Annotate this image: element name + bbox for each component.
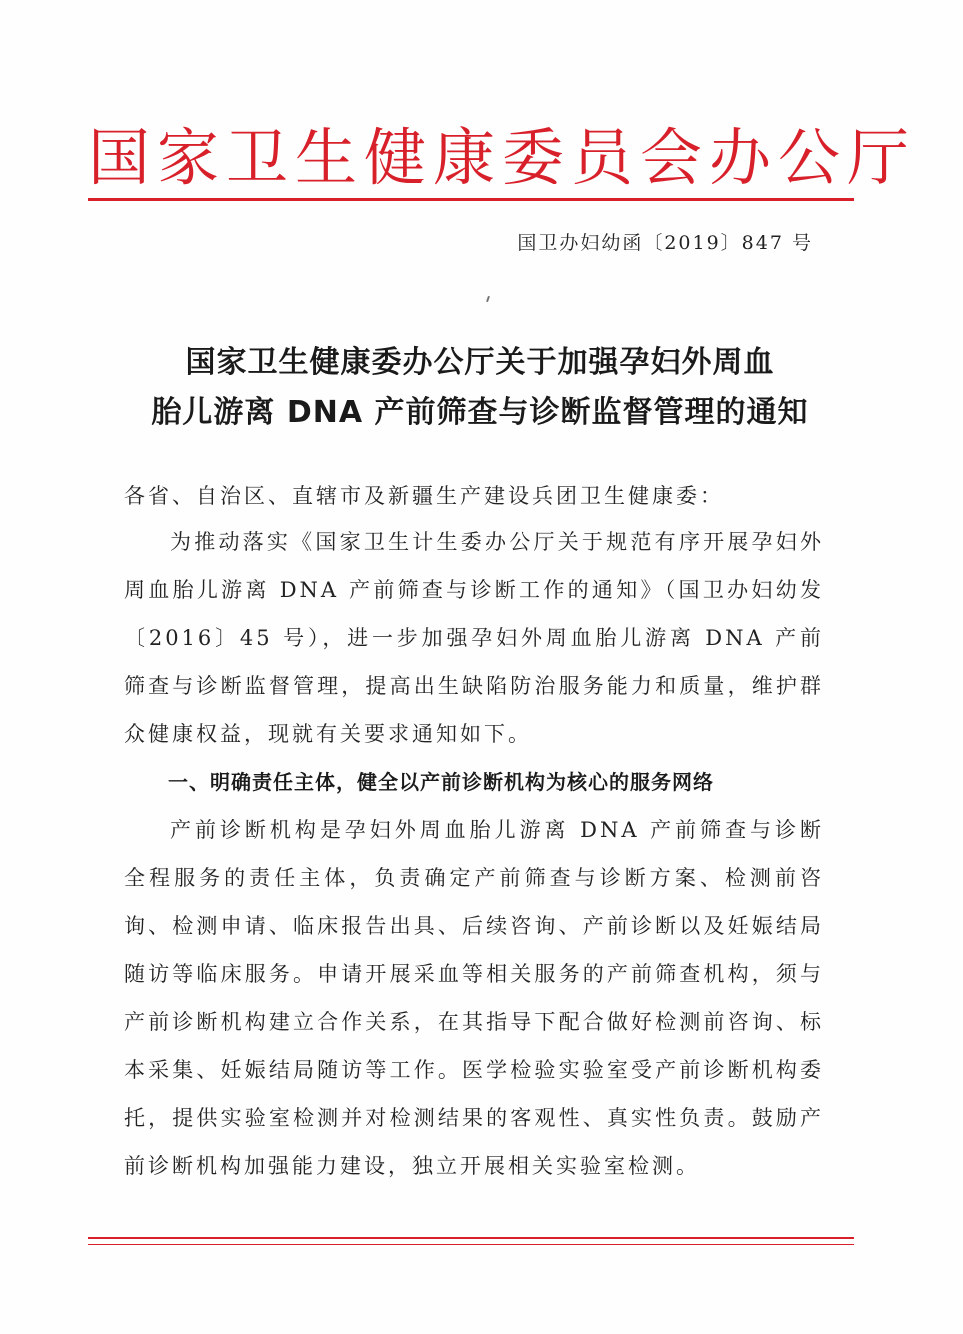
notice-title [100,338,860,438]
paragraph-intro: 为推动落实《国家卫生计生委办公厅关于规范有序开展孕妇外周血胎儿游离 DNA 产前筛查与诊断工作的通知》（国卫办妇幼发〔2016〕45 号），进一步加强孕妇外周血胎儿游离 DNA 产前筛查与诊断监督管理，提高出生缺陷防治服务能力和质量，维护群众健康权益，现就有关要求通知如下。 [124,530,824,746]
footer-red-rule-thick [88,1237,854,1239]
section-heading-1: 一、明确责任主体，健全以产前诊断机构为核心的服务网络 [168,770,714,794]
scan-speck [486,296,490,302]
issuing-office-title: 国家卫生健康委员会办公厅 [88,121,917,194]
salutation: 各省、自治区、直辖市及新疆生产建设兵团卫生健康委： [124,484,724,508]
document-number: 国卫办妇幼函〔2019〕847 号 [517,232,813,254]
header-red-rule [88,198,854,201]
footer-red-rule-thin [88,1244,854,1245]
notice-title-line-1: 国家卫生健康委办公厅关于加强孕妇外周血 [185,345,775,380]
paragraph-section-1: 产前诊断机构是孕妇外周血胎儿游离 DNA 产前筛查与诊断全程服务的责任主体，负责确定产前筛查与诊断方案、检测前咨询、检测申请、临床报告出具、后续咨询、产前诊断以及妊娠结局随访等临床服务。申请开展采血等相关服务的产前筛查机构，须与产前诊断机构建立合作关系，在其指导下配合做好检测前咨询、标本采集、妊娠结局随访等工作。医学检验实验室受产前诊断机构委托，提供实验室检测并对检测结果的客观性、真实性负责。鼓励产前诊断机构加强能力建设，独立开展相关实验室检测。 [124,818,824,1178]
notice-title-line-2: 胎儿游离 DNA 产前筛查与诊断监督管理的通知 [151,395,809,430]
